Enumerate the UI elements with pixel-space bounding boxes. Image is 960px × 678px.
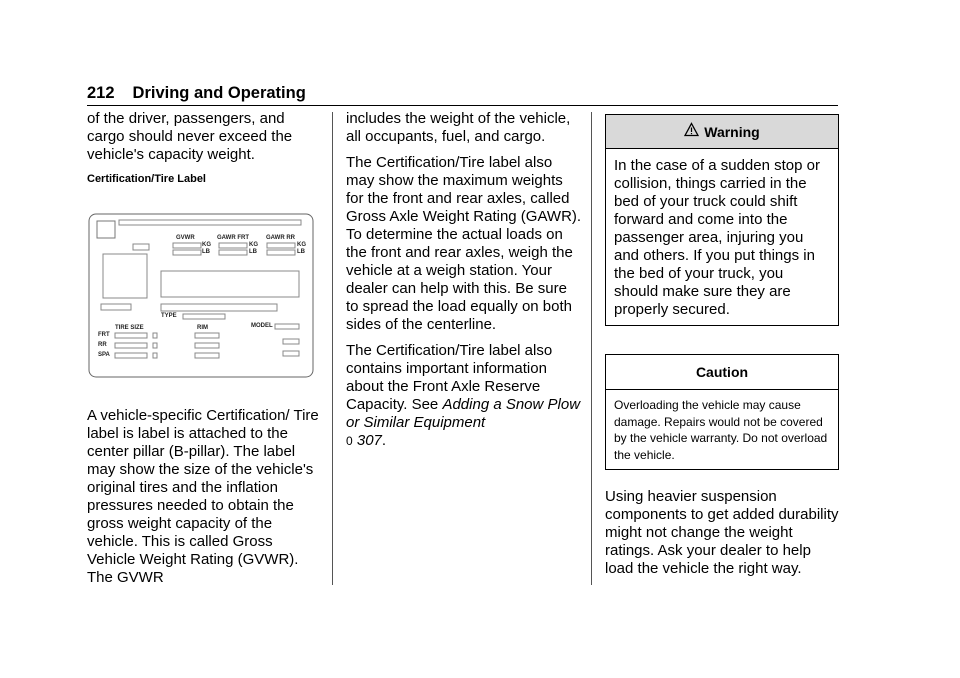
column-divider <box>332 112 333 585</box>
label-kg: KG <box>202 242 211 248</box>
label-lb: LB <box>249 249 257 255</box>
label-lb: LB <box>202 249 210 255</box>
header-rule <box>87 105 838 106</box>
caution-title: Caution <box>606 355 838 390</box>
page-reference-icon: 0 <box>346 434 353 448</box>
label-tire-size: TIRE SIZE <box>115 325 144 331</box>
caution-box <box>605 354 839 470</box>
paragraph-text: The Certification/Tire label also contains important information about the Front Axle Reserve Capacity. See <box>346 342 553 413</box>
column-1 <box>87 110 325 595</box>
cross-reference-link[interactable]: Adding a Snow Plow or Similar Equipment <box>346 396 581 431</box>
label-spa: SPA <box>98 352 110 358</box>
paragraph-end: . <box>381 432 387 449</box>
label-kg: KG <box>249 242 258 248</box>
paragraph: of the driver, passengers, and cargo should never exceed the vehicle's capacity weight. <box>87 110 293 163</box>
page-number: 212 <box>87 84 115 102</box>
paragraph: A vehicle-specific Certification/ Tire label is label is attached to the center pillar (B-pillar). The label may show the size of the vehicle's original tires and the inflation pressures needed to obtain the gross weight capacity of the vehicle. This is called Gross Vehicle Weight Rating (GVWR). The GVWR <box>87 407 319 586</box>
warning-text: In the case of a sudden stop or collision, things carried in the bed of your truck could shift forward and come into the passenger area, injuring you and others. If you put things in the bed of your truck, you should make sure they are properly secured. <box>614 157 820 318</box>
column-2 <box>346 110 582 458</box>
section-title: Driving and Operating <box>132 84 306 102</box>
paragraph: Using heavier suspension components to get added durability might not change the weight ratings. Ask your dealer to help load the vehicle the right way. <box>605 488 839 577</box>
page-header <box>87 84 306 103</box>
column-3 <box>605 110 839 586</box>
column-divider <box>591 112 592 585</box>
paragraph <box>346 342 582 450</box>
label-type: TYPE <box>161 313 177 319</box>
tire-label-illustration <box>87 212 325 397</box>
label-model: MODEL <box>251 323 273 329</box>
label-gvwr: GVWR <box>176 235 195 241</box>
label-rr: RR <box>98 342 107 348</box>
label-rim: RIM <box>197 325 208 331</box>
page-reference[interactable]: 307 <box>356 432 382 449</box>
label-gawr-rr: GAWR RR <box>266 235 295 241</box>
paragraph: includes the weight of the vehicle, all occupants, fuel, and cargo. <box>346 110 571 145</box>
warning-box <box>605 114 839 326</box>
label-kg: KG <box>297 242 306 248</box>
warning-title: Warning <box>704 123 760 140</box>
caution-text: Overloading the vehicle may cause damage. Repairs would not be covered by the vehicle warranty. Do not overload the vehicle. <box>614 398 828 462</box>
label-frt: FRT <box>98 332 110 338</box>
figure-caption: Certification/Tire Label <box>87 173 206 185</box>
warning-icon <box>684 122 699 141</box>
label-gawr-frt: GAWR FRT <box>217 235 249 241</box>
paragraph: The Certification/Tire label also may show the maximum weights for the front and rear axles, called Gross Axle Weight Rating (GAWR). To determine the actual loads on the front and rear axles, weigh the vehicle at a weigh station. Your dealer can help with this. Be sure to spread the load equally on both sides of the centerline. <box>346 154 582 333</box>
label-lb: LB <box>297 249 305 255</box>
warning-header <box>606 115 838 149</box>
